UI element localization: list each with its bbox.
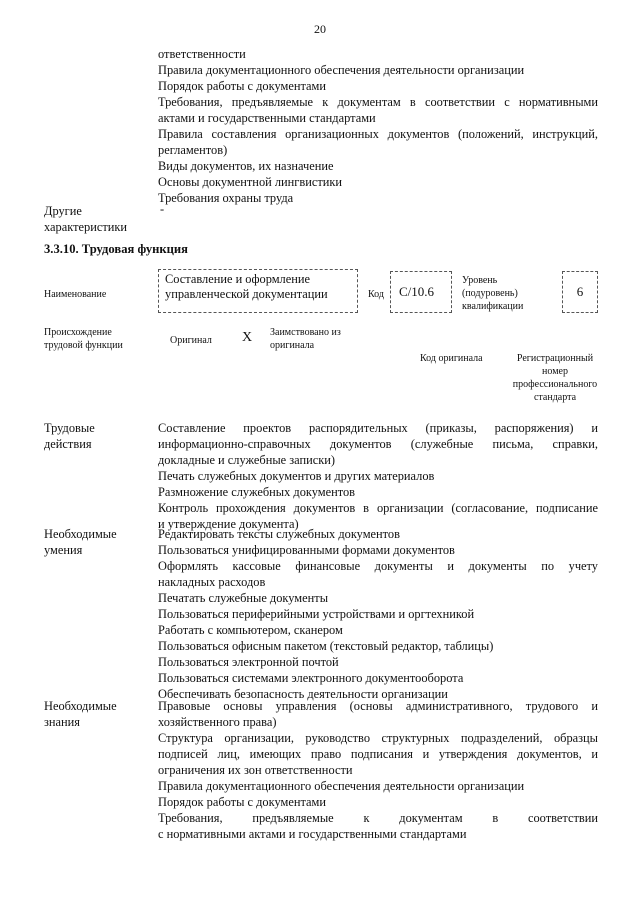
list-item: Требования охраны труда <box>158 191 294 205</box>
list-item: накладных расходов <box>158 575 266 589</box>
name-label: Наименование <box>44 289 107 300</box>
level-box: 6 <box>562 271 598 313</box>
list-item: Правила составления организационных документов (положений, инструкций, <box>158 127 598 141</box>
skills-label: Необходимые умения <box>44 527 117 557</box>
level-label: Уровень (подуровень) квалификации <box>462 275 524 312</box>
page-number: 20 <box>314 22 326 36</box>
list-item: ограничения их зон ответственности <box>158 763 353 777</box>
section-title: 3.3.10. Трудовая функция <box>44 242 188 256</box>
knowledge-list <box>158 698 598 842</box>
list-item: Порядок работы с документами <box>158 79 327 93</box>
name-box: Составление и оформление управленческой документации <box>158 269 358 313</box>
list-item: Пользоваться офисным пакетом (текстовый редактор, таблицы) <box>158 639 494 653</box>
labor-actions-label: Трудовые действия <box>44 421 95 451</box>
list-item: Требования, предъявляемые к документам в соответствии с нормативными <box>158 95 598 109</box>
list-item: актами и государственными стандартами <box>158 111 376 125</box>
list-item: Правила документационного обеспечения деятельности организации <box>158 779 525 793</box>
list-item: и утверждение документа) <box>158 517 299 531</box>
original-mark: X <box>242 330 253 345</box>
borrowed-label: Заимствовано из оригинала <box>270 327 341 351</box>
list-item: Размножение служебных документов <box>158 485 356 499</box>
labor-actions-list <box>158 420 598 532</box>
list-item: Структура организации, руководство структурных подразделений, образцы <box>158 731 598 745</box>
list-item: Контроль прохождения документов в организации (согласование, подписание <box>158 501 598 515</box>
list-item: Пользоваться системами электронного документооборота <box>158 671 464 685</box>
list-item: Виды документов, их назначение <box>158 159 334 173</box>
list-item: ответственности <box>158 47 246 61</box>
code-label: Код <box>368 289 384 300</box>
list-item: Порядок работы с документами <box>158 795 327 809</box>
code-original-label: Код оригинала <box>420 353 483 364</box>
reg-number-label: Регистрационный номер профессионального стандарта <box>512 353 598 403</box>
list-item: Правовые основы управления (основы административного, трудового и <box>158 699 598 713</box>
list-item: Печатать служебные документы <box>158 591 329 605</box>
list-item: Пользоваться электронной почтой <box>158 655 339 669</box>
list-item: с нормативными актами и государственными стандартами <box>158 827 467 841</box>
skills-list <box>158 526 598 702</box>
list-item: хозяйственного права) <box>158 715 277 729</box>
list-item: Редактировать тексты служебных документов <box>158 527 400 541</box>
list-item: Основы документной лингвистики <box>158 175 343 189</box>
list-item: Требования, предъявляемые к документам в соответствии <box>158 811 598 825</box>
list-item: регламентов) <box>158 143 228 157</box>
list-item: Работать с компьютером, сканером <box>158 623 343 637</box>
list-item: Обеспечивать безопасность деятельности организации <box>158 687 448 701</box>
list-item: докладные и служебные записки) <box>158 453 336 467</box>
origin-label: Происхождение трудовой функции <box>44 327 123 351</box>
original-label: Оригинал <box>170 335 212 346</box>
list-item: Печать служебных документов и других материалов <box>158 469 435 483</box>
list-item: Пользоваться периферийными устройствами и оргтехникой <box>158 607 475 621</box>
list-item: информационно-справочных документов (служебные письма, справки, <box>158 437 598 451</box>
knowledge-label: Необходимые знания <box>44 699 117 729</box>
list-item: Составление проектов распорядительных (приказы, распоряжения) и <box>158 421 598 435</box>
list-item: подписей лиц, имеющих право подписания и утверждения документов, и <box>158 747 598 761</box>
other-characteristics-label: Другие характеристики <box>44 204 128 234</box>
other-characteristics-value: - <box>160 202 165 216</box>
continuation-list <box>158 46 598 206</box>
code-box: С/10.6 <box>390 271 452 313</box>
list-item: Пользоваться унифицированными формами документов <box>158 543 455 557</box>
list-item: Правила документационного обеспечения деятельности организации <box>158 63 525 77</box>
list-item: Оформлять кассовые финансовые документы и документы по учету <box>158 559 598 573</box>
